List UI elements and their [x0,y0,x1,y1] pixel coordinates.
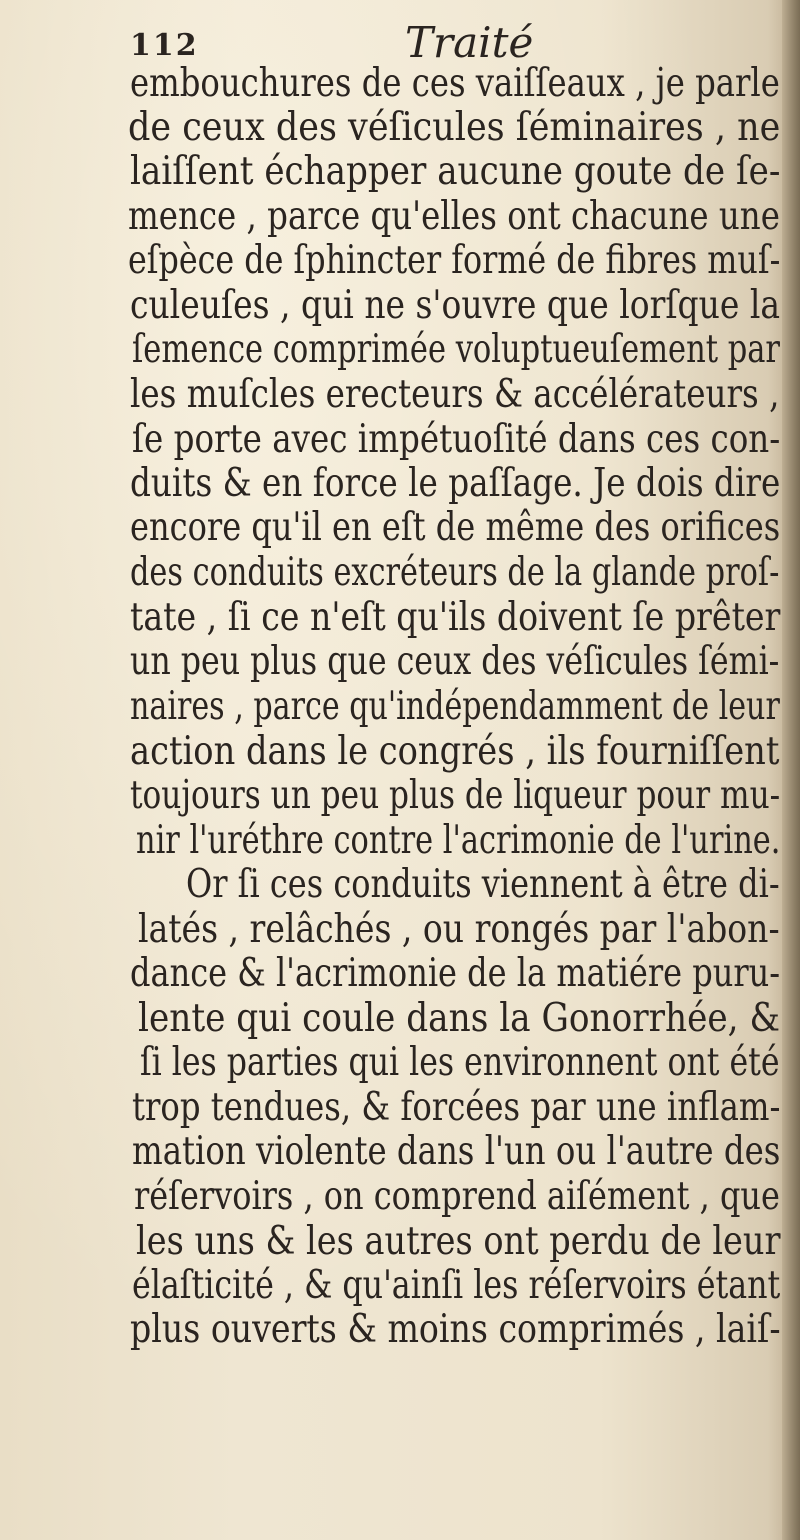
text-line: Or ſi ces conduits viennent à être di- [186,862,780,907]
text-line: les muſcles erecteurs & accélérateurs , [130,372,780,417]
text-line: nir l'uréthre contre l'acrimonie de l'urine. [136,818,781,863]
text-line: dance & l'acrimonie de la matiére puru- [130,951,781,996]
text-line: mence , parce qu'elles ont chacune une [128,194,780,239]
text-line: naires , parce qu'indépendamment de leur [130,684,780,729]
text-line: des conduits excréteurs de la glande proſ- [130,550,780,595]
text-line: les uns & les autres ont perdu de leur [136,1219,781,1264]
text-line: tate , ſi ce n'eſt qu'ils doivent ſe prêter [130,595,781,640]
text-line: plus ouverts & moins comprimés , laiſ- [130,1307,781,1352]
text-line: ſe porte avec impétuoſité dans ces con- [132,417,781,462]
text-line: culeuſes , qui ne s'ouvre que lorſque la [130,283,781,328]
text-line: élaſticité , & qu'ainſi les réſervoirs étant [132,1263,781,1308]
text-line: toujours un peu plus de liqueur pour mu- [130,773,781,818]
text-line: de ceux des véſicules ſéminaires , ne [128,105,781,150]
page-number: 112 [130,28,199,63]
text-line: ſemence comprimée voluptueuſement par [132,327,780,372]
text-line: mation violente dans l'un ou l'autre des [132,1129,781,1174]
text-line: trop tendues, & forcées par une inflam- [132,1085,781,1130]
text-line: duits & en force le paſſage. Je dois dire [130,461,781,506]
text-line: réſervoirs , on comprend aiſément , que [134,1174,780,1219]
text-line: ſi les parties qui les environnent ont été [140,1040,780,1085]
running-title: Traité [405,18,534,67]
text-line: embouchures de ces vaiſſeaux , je parle [130,61,780,106]
text-line: un peu plus que ceux des véſicules ſémi- [130,639,780,684]
page-edge-shadow [782,0,800,1540]
text-line: laiſſent échapper aucune goute de ſe- [130,149,781,194]
text-line: lente qui coule dans la Gonorrhée, & [138,996,780,1041]
text-line: eſpèce de ſphincter formé de fibres muſ- [128,238,781,283]
text-line: action dans le congrés , ils fourniſſent [130,729,780,774]
text-line: encore qu'il en eſt de même des orifices [130,505,781,550]
text-line: latés , relâchés , ou rongés par l'abon- [138,907,780,952]
